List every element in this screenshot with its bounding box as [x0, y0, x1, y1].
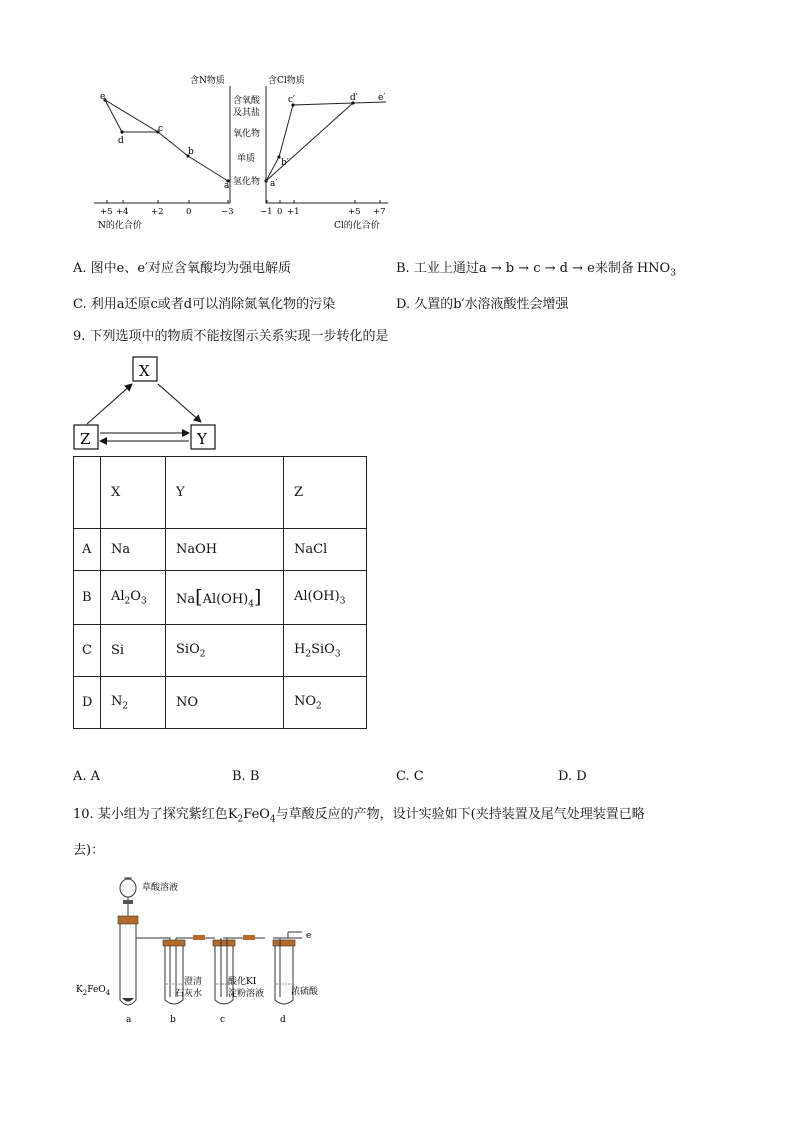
- q9-choice-a: A. A: [73, 769, 101, 784]
- cell-y: $Na[Al(OH)_4]$: [166, 571, 284, 625]
- formula-sub: 3: [334, 649, 341, 660]
- tube-d-label: d: [280, 1015, 286, 1025]
- q9-stem: 9. 下列选项中的物质不能按图示关系实现一步转化的是: [73, 329, 389, 344]
- tube-b-label-2: 石灰水: [175, 989, 203, 999]
- cl-tick: +7: [373, 207, 386, 217]
- q10-stem-suffix: 与草酸反应的产物，设计实验如下(夹持装置及尾气处理装置已略: [275, 807, 645, 822]
- point-d-prime: d′: [350, 93, 358, 103]
- cell-x: [101, 677, 166, 729]
- table-row: [74, 625, 367, 677]
- formula-sub: 4: [105, 989, 111, 997]
- n-tick: +4: [116, 207, 129, 217]
- cell-y: NO: [166, 677, 284, 729]
- category-oxide: 氧化物: [233, 129, 261, 139]
- category-salt: 及其盐: [233, 108, 261, 118]
- category-hydride: 氢化物: [233, 177, 261, 187]
- formula-part: Al(OH): [294, 588, 340, 604]
- conversion-triangle-diagram: [70, 354, 230, 454]
- q10-stem-prefix: 10. 某小组为了探究紫红色: [73, 807, 228, 822]
- node-z: Z: [80, 430, 91, 448]
- formula-part: FeO: [243, 807, 270, 822]
- formula-sub: 2: [305, 649, 312, 660]
- q9-choice-c: C. C: [396, 769, 424, 784]
- outlet-label: e: [306, 931, 312, 941]
- tube-a-label: a: [126, 1015, 132, 1025]
- formula-part: Al: [111, 588, 125, 604]
- table-row: [74, 529, 367, 571]
- point-a: a: [224, 181, 230, 191]
- row-label: A: [74, 529, 101, 571]
- header-cell: Y: [166, 457, 284, 529]
- n-tick: −3: [221, 207, 234, 217]
- formula-sub: 3: [140, 596, 147, 607]
- q8-option-c: C. 利用a还原c或者d可以消除氮氧化物的污染: [73, 297, 336, 312]
- tube-b-label: b: [170, 1015, 176, 1025]
- formula-part: Na: [176, 591, 196, 607]
- formula-part: SiO: [311, 641, 335, 657]
- cell-z: [284, 677, 367, 729]
- formula-part: Al(OH): [202, 591, 249, 607]
- q9-choice-d: D. D: [558, 769, 587, 784]
- n-tick: +2: [151, 207, 164, 217]
- formula-part: SiO: [176, 641, 200, 657]
- q8-option-a: A. 图中e、e′对应含氧酸均为强电解质: [73, 261, 291, 276]
- cell-z: [284, 625, 367, 677]
- q8-option-d: D. 久置的b′水溶液酸性会增强: [396, 297, 569, 312]
- formula-sub: 3: [339, 596, 346, 607]
- formula-sub: 2: [199, 649, 206, 660]
- q8-option-b-text: B. 工业上通过a → b → c → d → e来制备: [396, 261, 634, 276]
- funnel-label: 草酸溶液: [142, 883, 179, 893]
- cell-x: [101, 571, 166, 625]
- formula-sub: 2: [237, 814, 244, 825]
- category-oxyacid: 含氧酸: [233, 96, 261, 106]
- q9-options-table: [73, 456, 367, 729]
- q8-option-b-sub: 3: [670, 268, 676, 279]
- node-y: Y: [197, 430, 207, 448]
- cl-axis-label: Cl的化合价: [334, 221, 380, 231]
- cell-y: NaOH: [166, 529, 284, 571]
- row-label: D: [74, 677, 101, 729]
- n-tick: 0: [186, 207, 192, 217]
- cell-y: [166, 625, 284, 677]
- formula-part: K: [227, 807, 238, 822]
- tube-c-label-2: 淀粉溶液: [228, 989, 265, 999]
- tube-d-label: 浓硫酸: [291, 987, 319, 997]
- formula-part: O: [130, 588, 141, 604]
- table-row: [74, 571, 367, 625]
- tube-b-label-1: 澄清: [184, 977, 203, 987]
- formula-sub: 4: [269, 814, 276, 825]
- formula-sub: 2: [316, 701, 322, 712]
- point-a-prime: a′: [270, 179, 278, 189]
- point-c: c: [158, 124, 164, 134]
- point-e: e: [100, 92, 106, 102]
- header-cell: Z: [284, 457, 367, 529]
- q8-option-b-formula: HNO: [636, 261, 671, 276]
- cell-x: Na: [101, 529, 166, 571]
- formula-sub: 4: [248, 599, 254, 610]
- formula-part: N: [111, 693, 123, 709]
- formula-part: NO: [294, 693, 317, 709]
- valence-class-diagram: [80, 70, 400, 235]
- tube-c-label-1: 酸化KI: [228, 977, 257, 987]
- q9-choice-b: B. B: [232, 769, 260, 784]
- cell-z: NaCl: [284, 529, 367, 571]
- q10-stem-line2: 去)：: [73, 843, 105, 858]
- category-element: 单质: [237, 154, 256, 164]
- cl-tick: 0: [277, 207, 283, 217]
- cell-z: [284, 571, 367, 625]
- cell-x: Si: [101, 625, 166, 677]
- cl-tick: +1: [287, 207, 300, 217]
- tube-c-label: c: [220, 1015, 226, 1025]
- q10-stem: [73, 806, 645, 829]
- node-x: X: [139, 362, 150, 380]
- right-axis-title: 含Cl物质: [268, 76, 305, 86]
- header-cell: [74, 457, 101, 529]
- q8-option-b: [396, 260, 676, 283]
- header-cell: X: [101, 457, 166, 529]
- point-e-prime: e′: [378, 93, 386, 103]
- formula-part: H: [294, 641, 306, 657]
- formula-part: FeO: [87, 985, 106, 995]
- formula-sub: 2: [124, 596, 131, 607]
- table-row: [74, 677, 367, 729]
- n-tick: +5: [100, 207, 113, 217]
- point-b: b: [188, 147, 194, 157]
- row-label: C: [74, 625, 101, 677]
- left-axis-title: 含N物质: [190, 76, 225, 86]
- cl-tick: +5: [348, 207, 361, 217]
- point-b-prime: b′: [281, 158, 289, 168]
- cl-tick: −1: [260, 207, 273, 217]
- reagent-k2feo4: [76, 985, 111, 997]
- point-d: d: [118, 136, 124, 146]
- point-c-prime: c′: [288, 95, 296, 105]
- experiment-apparatus: [70, 872, 340, 1027]
- formula-sub: 2: [82, 989, 88, 997]
- table-header-row: [74, 457, 367, 529]
- n-axis-label: N的化合价: [98, 221, 142, 231]
- formula-sub: 2: [122, 701, 129, 712]
- row-label: B: [74, 571, 101, 625]
- formula-part: K: [76, 985, 83, 995]
